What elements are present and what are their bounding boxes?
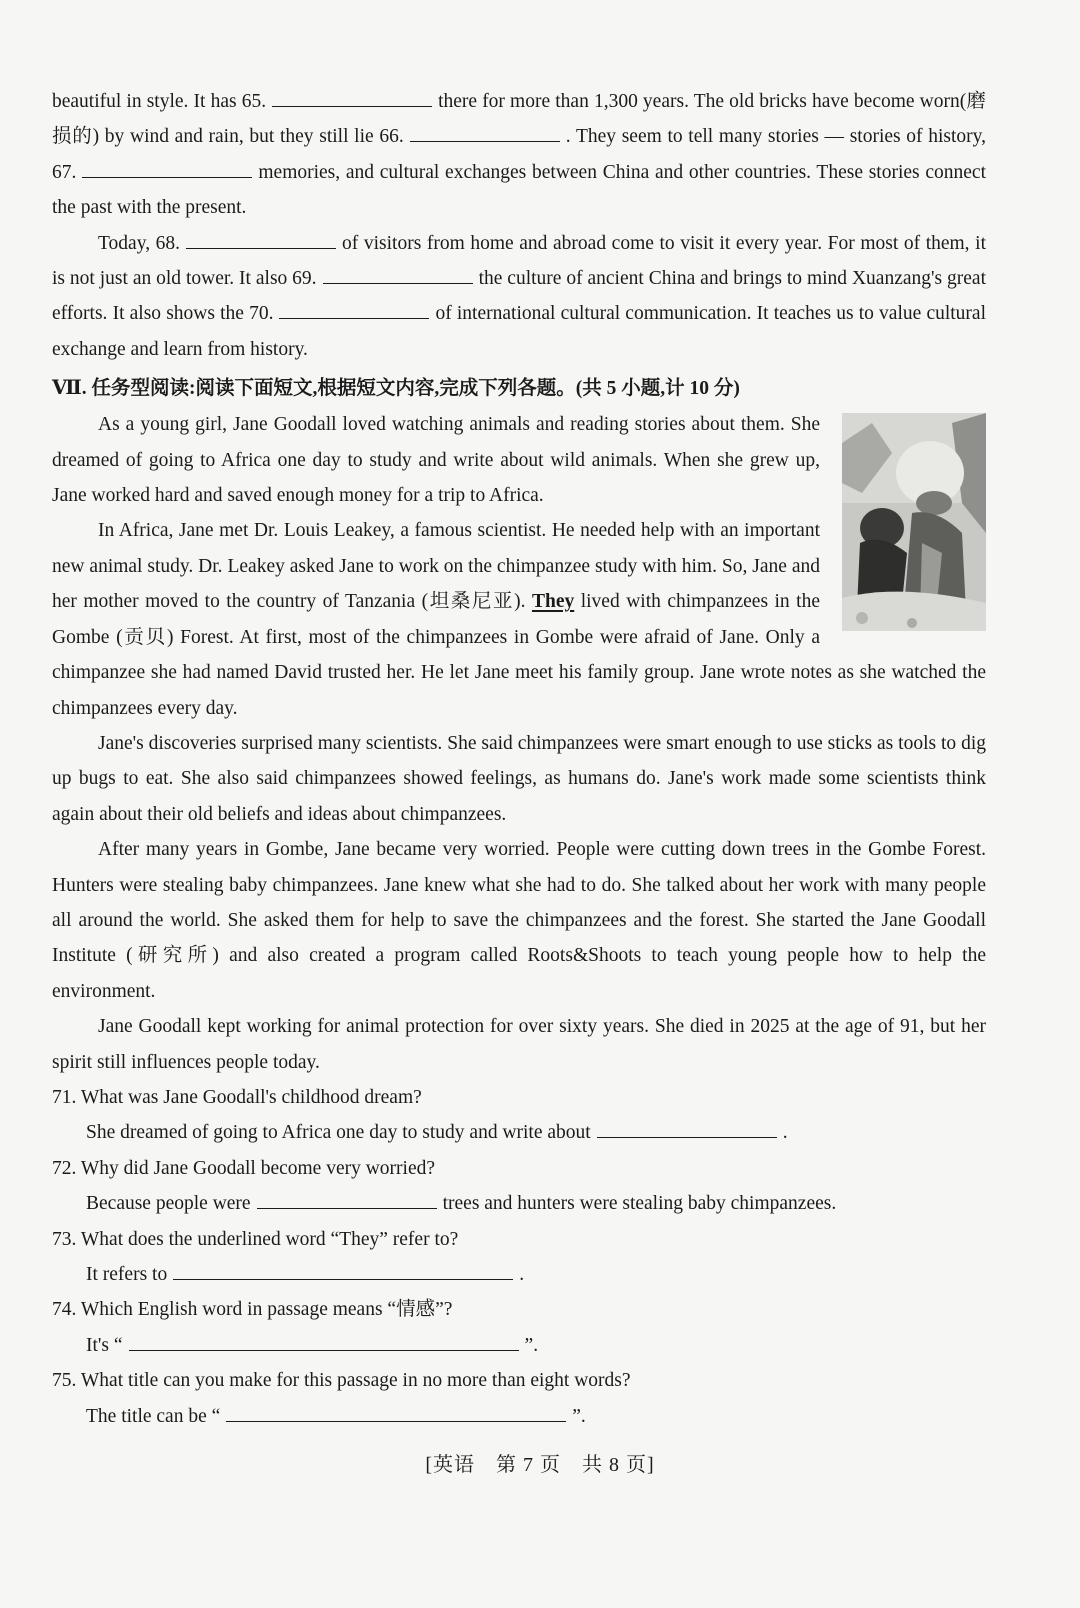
text-run: . They seem to tell many stories — stories of history, 67. [52,126,986,183]
answer-blank-73[interactable] [173,1259,513,1280]
answer-blank-68[interactable] [186,228,336,249]
text-run: of international cultural communication. It teaches us to value cultural exchange and learn from history. [52,303,986,360]
photo-illustration-icon [842,413,986,631]
jane-goodall-chimpanzee-photo [842,413,986,631]
answer-blank-71[interactable] [597,1117,777,1138]
answer-line [86,1186,986,1221]
answer-prefix: She dreamed of going to Africa one day to study and write about [86,1122,591,1144]
section-title: Ⅶ. 任务型阅读:阅读下面短文,根据短文内容,完成下列各题。(共 5 小题,计 10 分) [52,378,740,400]
reading-para-4: After many years in Gombe, Jane became very worried. People were cutting down trees in the Gombe Forest. Hunters were stealing baby chimpanzees. Jane knew what she had to do. She talked about her work with many people all around the world. She asked them for help to save the chimpanzees and the forest. She started the Jane Goodall Institute (研究所) and also created a program called Roots&Shoots to teach young people how to help the environment. [52,839,986,1002]
answer-blank-74[interactable] [129,1330,519,1351]
passage-continued-para-2 [52,226,986,368]
text-run: memories, and cultural exchanges between China and other countries. These stories connect the past with the present. [52,161,986,219]
question-text: 75. What title can you make for this passage in no more than eight words? [52,1370,631,1392]
answer-prefix: It's “ [86,1334,123,1356]
question-71 [52,1080,986,1151]
text-run: In Africa, Jane met Dr. Louis Leakey, a famous scientist. He needed help with an important new animal study. Dr. Leakey asked Jane to work on the chimpanzee study with him. So, Jane and her mother moved to the country of Tanzania (坦桑尼亚). [52,520,820,613]
question-text: 74. Which English word in passage means “情感”? [52,1299,453,1321]
answer-prefix: The title can be “ [86,1405,221,1427]
answer-blank-67[interactable] [82,157,252,178]
answer-blank-75[interactable] [226,1401,566,1422]
page-content [52,84,986,1434]
answer-suffix: ”. [572,1405,586,1427]
answer-blank-66[interactable] [410,121,560,142]
text-run: Today, 68. [98,232,181,254]
passage-continued-para-1 [52,84,986,226]
text-run: beautiful in style. It has 65. [52,91,267,112]
text-run: the culture of ancient China and brings to mind Xuanzang's great efforts. It also shows the 70. [52,268,986,325]
text-run: lived with chimpanzees in the Gombe (贡贝) Forest. At first, most of the chimpanzees in Gombe were afraid of Jane. Only a chimpanzee she had named David trusted her. He let Jane meet his family group. Jane wrote notes as she watched the chimpanzees every day. [52,591,986,719]
text-run: there for more than 1,300 years. The old bricks have become worn(磨损的) by wind and rain, but they still lie 66. [52,91,986,148]
reading-para-3: Jane's discoveries surprised many scientists. She said chimpanzees were smart enough to use sticks as tools to dig up bugs to eat. She also said chimpanzees showed feelings, as humans do. Jane's work made some scientists think again about their old beliefs and ideas about chimpanzees. [52,732,986,825]
question-text: 71. What was Jane Goodall's childhood dream? [52,1086,422,1108]
answer-suffix: . [782,1122,788,1144]
answer-suffix: ”. [524,1334,539,1356]
underlined-word-they: They [531,591,575,613]
answer-blank-69[interactable] [323,263,473,284]
answer-suffix: . [519,1264,525,1285]
answer-suffix: trees and hunters were stealing baby chimpanzees. [442,1193,837,1215]
answer-blank-65[interactable] [272,86,432,107]
answer-prefix: Because people were [86,1193,251,1215]
question-72 [52,1151,986,1222]
question-text: 72. Why did Jane Goodall become very worried? [52,1157,436,1179]
reading-para-1: As a young girl, Jane Goodall loved watching animals and reading stories about them. She dreamed of going to Africa one day to study and write about wild animals. When she grew up, Jane worked hard and saved enough money for a trip to Africa. [52,414,820,507]
answer-line [86,1257,986,1292]
answer-line [86,1399,986,1434]
question-text: 73. What does the underlined word “They” refer to? [52,1228,459,1250]
answer-blank-70[interactable] [279,298,429,319]
answer-line [86,1328,986,1363]
answer-prefix: It refers to [86,1264,168,1285]
text-run: of visitors from home and abroad come to visit it every year. For most of them, it is not just an old tower. It also 69. [52,232,986,290]
question-73 [52,1222,986,1293]
page-footer: [英语 第 7 页 共 8 页] [425,1454,655,1476]
question-75 [52,1363,986,1434]
answer-line [86,1115,986,1150]
reading-para-5: Jane Goodall kept working for animal protection for over sixty years. She died in 2025 at the age of 91, but her spirit still influences people today. [52,1016,986,1073]
answer-blank-72[interactable] [257,1188,437,1209]
question-74 [52,1292,986,1363]
